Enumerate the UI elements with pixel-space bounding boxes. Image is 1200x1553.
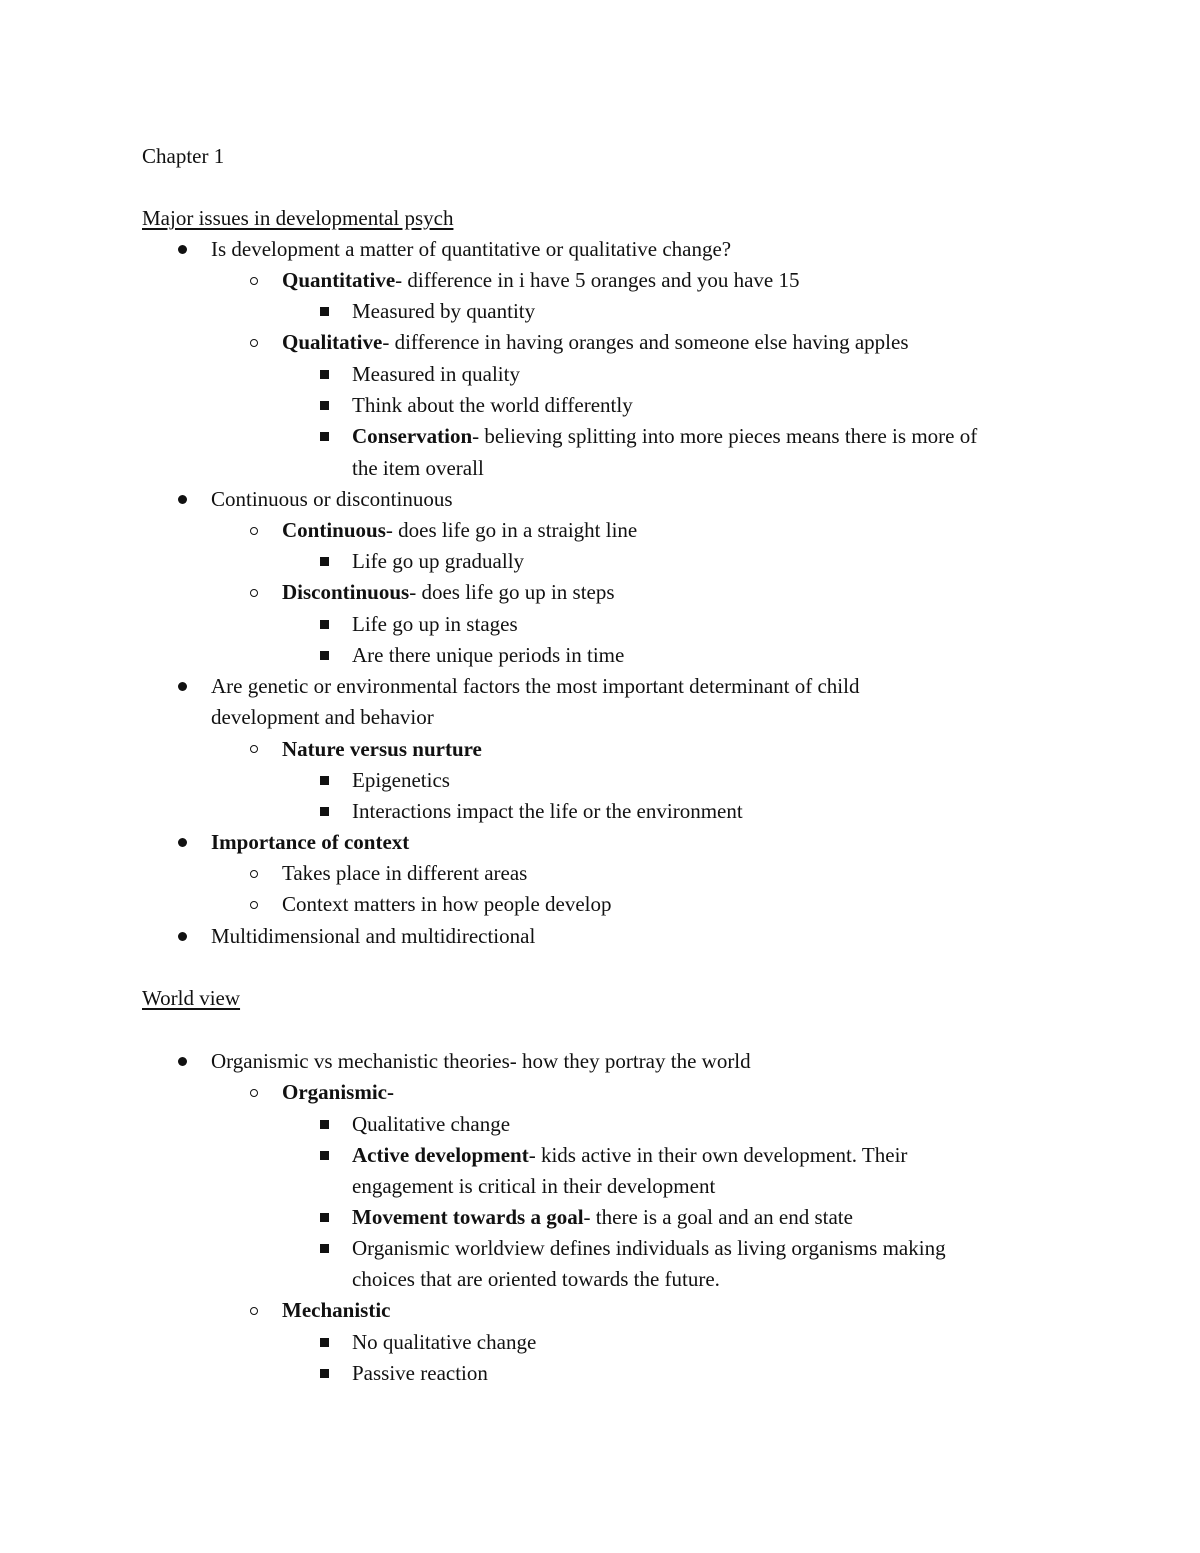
square-bullet-icon xyxy=(320,620,329,629)
list-item: Multidimensional and multidirectional xyxy=(211,924,536,948)
square-bullet-icon xyxy=(320,1120,329,1129)
square-bullet-icon xyxy=(320,1369,329,1378)
list-item: Passive reaction xyxy=(352,1361,488,1385)
list-item: Interactions impact the life or the environment xyxy=(352,799,743,823)
list-item-continuation: development and behavior xyxy=(211,705,434,729)
list-item: Epigenetics xyxy=(352,768,450,792)
list-item: No qualitative change xyxy=(352,1330,537,1354)
list-item: Qualitative change xyxy=(352,1112,511,1136)
list-item: Think about the world differently xyxy=(352,393,633,417)
square-bullet-icon xyxy=(320,1244,329,1253)
square-bullet-icon xyxy=(320,1338,329,1347)
hollow-bullet-icon xyxy=(250,589,258,597)
list-item: Nature versus nurture xyxy=(282,737,482,761)
list-item: Conservation- believing splitting into more pieces means there is more of xyxy=(352,424,978,448)
list-item: Mechanistic xyxy=(282,1298,391,1322)
page-title: Chapter 1 xyxy=(142,144,225,168)
section-heading-world-view: World view xyxy=(142,986,241,1010)
list-item: Measured by quantity xyxy=(352,299,536,323)
hollow-bullet-icon xyxy=(250,277,258,285)
square-bullet-icon xyxy=(320,1213,329,1222)
list-item: Life go up in stages xyxy=(352,612,518,636)
bullet-icon xyxy=(178,932,187,941)
square-bullet-icon xyxy=(320,1151,329,1160)
hollow-bullet-icon xyxy=(250,870,258,878)
list-item-continuation: the item overall xyxy=(352,456,484,480)
square-bullet-icon xyxy=(320,776,329,785)
square-bullet-icon xyxy=(320,432,329,441)
list-item-continuation: engagement is critical in their development xyxy=(352,1174,716,1198)
list-item: Takes place in different areas xyxy=(282,861,528,885)
square-bullet-icon xyxy=(320,307,329,316)
list-item: Continuous or discontinuous xyxy=(211,487,453,511)
bullet-icon xyxy=(178,495,187,504)
bullet-icon xyxy=(178,838,187,847)
section-heading-major-issues: Major issues in developmental psych xyxy=(142,206,454,230)
list-item: Are there unique periods in time xyxy=(352,643,625,667)
list-item: Context matters in how people develop xyxy=(282,892,612,916)
list-item: Movement towards a goal- there is a goal and an end state xyxy=(352,1205,853,1229)
list-item: Life go up gradually xyxy=(352,549,525,573)
square-bullet-icon xyxy=(320,807,329,816)
bullet-icon xyxy=(178,245,187,254)
square-bullet-icon xyxy=(320,370,329,379)
list-item: Importance of context xyxy=(211,830,410,854)
square-bullet-icon xyxy=(320,651,329,660)
hollow-bullet-icon xyxy=(250,745,258,753)
list-item: Quantitative- difference in i have 5 oranges and you have 15 xyxy=(282,268,800,292)
bullet-icon xyxy=(178,682,187,691)
hollow-bullet-icon xyxy=(250,339,258,347)
list-item: Measured in quality xyxy=(352,362,520,386)
list-item: Organismic worldview defines individuals as living organisms making xyxy=(352,1236,946,1260)
square-bullet-icon xyxy=(320,401,329,410)
list-item: Continuous- does life go in a straight line xyxy=(282,518,638,542)
list-item: Qualitative- difference in having oranges and someone else having apples xyxy=(282,330,909,354)
hollow-bullet-icon xyxy=(250,1307,258,1315)
list-item: Are genetic or environmental factors the most important determinant of child xyxy=(211,674,860,698)
hollow-bullet-icon xyxy=(250,901,258,909)
list-item: Organismic vs mechanistic theories- how they portray the world xyxy=(211,1049,751,1073)
list-item: Active development- kids active in their own development. Their xyxy=(352,1143,908,1167)
list-item: Organismic- xyxy=(282,1080,394,1104)
list-item: Is development a matter of quantitative or qualitative change? xyxy=(211,237,732,261)
hollow-bullet-icon xyxy=(250,1089,258,1097)
list-item: Discontinuous- does life go up in steps xyxy=(282,580,615,604)
hollow-bullet-icon xyxy=(250,527,258,535)
bullet-icon xyxy=(178,1057,187,1066)
square-bullet-icon xyxy=(320,557,329,566)
list-item-continuation: choices that are oriented towards the future. xyxy=(352,1267,720,1291)
